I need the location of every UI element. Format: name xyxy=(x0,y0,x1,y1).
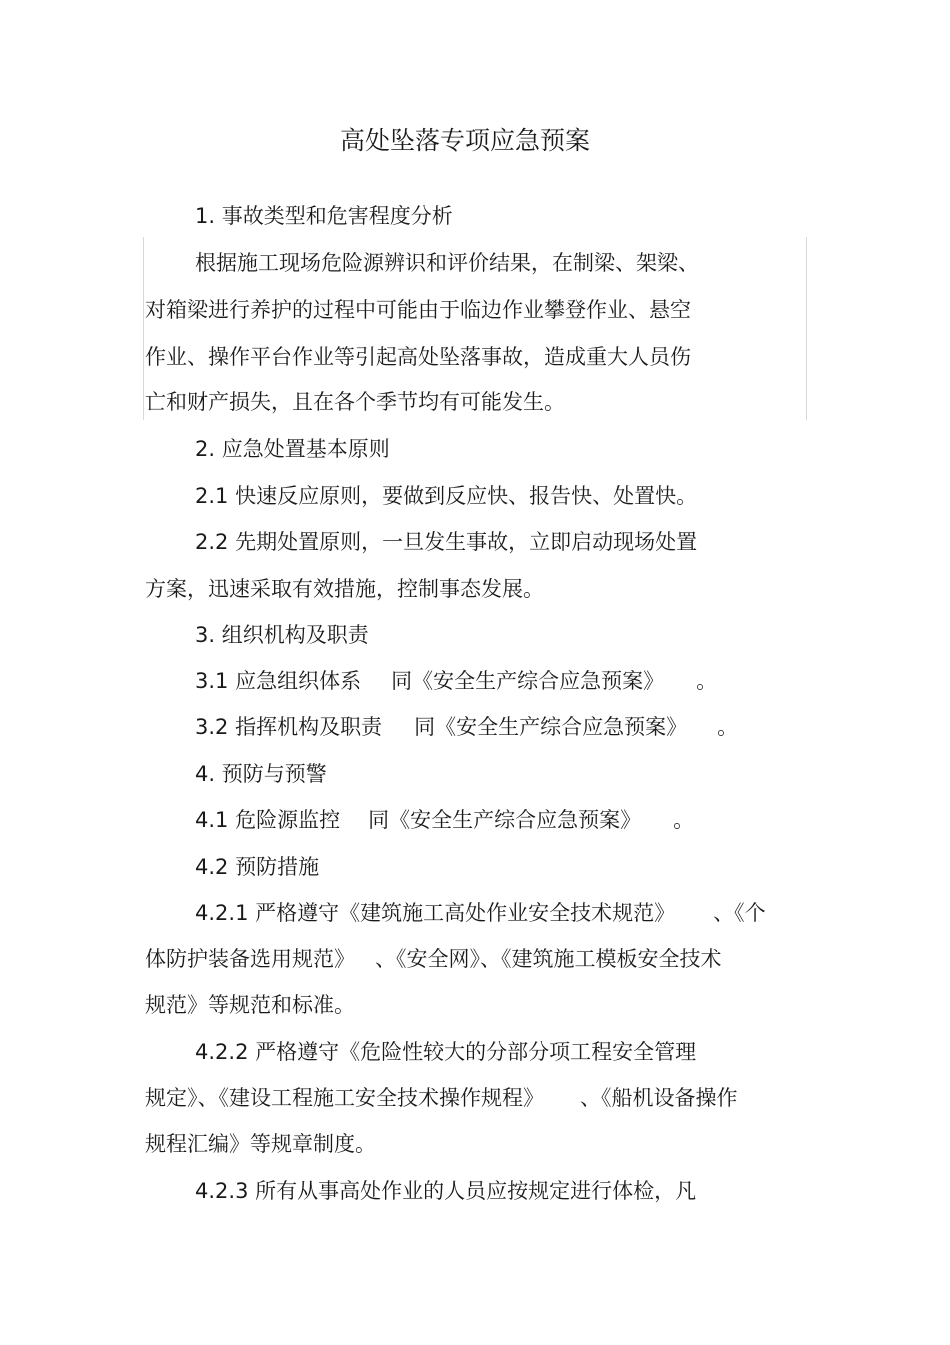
measure-4-2-1-line-1-tail: 、《个 xyxy=(713,901,766,925)
measure-4-2-2-line-2 xyxy=(145,1083,738,1113)
measure-4-2-1-line-1 xyxy=(195,898,766,928)
measure-4-2-1-line-2 xyxy=(145,944,722,974)
section-3-item-1-label: 3.1 应急组织体系 xyxy=(195,669,362,693)
measure-4-2-1-line-3: 规范》等规范和标准。 xyxy=(145,993,355,1017)
section-2-item-2-line-2: 方案，迅速采取有效措施，控制事态发展。 xyxy=(145,577,544,601)
section-3-item-1 xyxy=(195,666,717,696)
measure-4-2-3-line-1: 4.2.3 所有从事高处作业的人员应按规定进行体检，凡 xyxy=(195,1179,697,1203)
section-1-paragraph-line-1: 根据施工现场危险源辨识和评价结果，在制梁、架梁、 xyxy=(195,251,699,275)
document-title: 高处坠落专项应急预案 xyxy=(339,126,590,155)
section-3-item-2 xyxy=(195,712,738,742)
section-3-item-1-end: 。 xyxy=(696,669,718,693)
section-4-heading: 4. 预防与预警 xyxy=(195,762,327,786)
measure-4-2-1-line-2-text: 体防护装备选用规范》 xyxy=(145,947,355,971)
section-1-paragraph-line-4: 亡和财产损失，且在各个季节均有可能发生。 xyxy=(145,390,565,414)
measure-4-2-2-line-3: 规程汇编》等规章制度。 xyxy=(145,1132,376,1156)
section-4-item-2: 4.2 预防措施 xyxy=(195,855,320,879)
section-2-heading: 2. 应急处置基本原则 xyxy=(195,437,390,461)
section-4-item-1-label: 4.1 危险源监控 xyxy=(195,808,341,832)
section-4-item-1 xyxy=(195,805,694,835)
section-1-paragraph-line-2: 对箱梁进行养护的过程中可能由于临边作业攀登作业、悬空 xyxy=(145,298,691,322)
section-4-item-1-end: 。 xyxy=(673,808,695,832)
frame-line-left xyxy=(143,237,144,420)
section-3-heading: 3. 组织机构及职责 xyxy=(195,623,369,647)
measure-4-2-2-line-1: 4.2.2 严格遵守《危险性较大的分部分项工程安全管理 xyxy=(195,1040,697,1064)
measure-4-2-1-line-2-tail: 、《安全网》、《建筑施工模板安全技术 xyxy=(375,947,722,971)
section-3-item-2-label: 3.2 指挥机构及职责 xyxy=(195,715,383,739)
measure-4-2-2-line-2-text: 规定》、《建设工程施工安全技术操作规程》 xyxy=(145,1086,544,1110)
section-3-item-2-end: 。 xyxy=(717,715,739,739)
measure-4-2-2-line-2-tail: 、《船机设备操作 xyxy=(580,1086,738,1110)
section-2-item-2-line-1: 2.2 先期处置原则，一旦发生事故，立即启动现场处置 xyxy=(195,530,698,554)
measure-4-2-1-line-1-text: 4.2.1 严格遵守《建筑施工高处作业安全技术规范》 xyxy=(195,901,676,925)
section-1-paragraph-line-3: 作业、操作平台作业等引起高处坠落事故，造成重大人员伤 xyxy=(145,345,691,369)
section-3-item-1-reference: 同《安全生产综合应急预案》 xyxy=(391,669,665,693)
section-4-item-1-reference: 同《安全生产综合应急预案》 xyxy=(368,808,642,832)
frame-line-right xyxy=(806,237,807,420)
section-2-item-1: 2.1 快速反应原则，要做到反应快、报告快、处置快。 xyxy=(195,484,698,508)
section-3-item-2-reference: 同《安全生产综合应急预案》 xyxy=(414,715,688,739)
section-1-heading: 1. 事故类型和危害程度分析 xyxy=(195,204,453,228)
